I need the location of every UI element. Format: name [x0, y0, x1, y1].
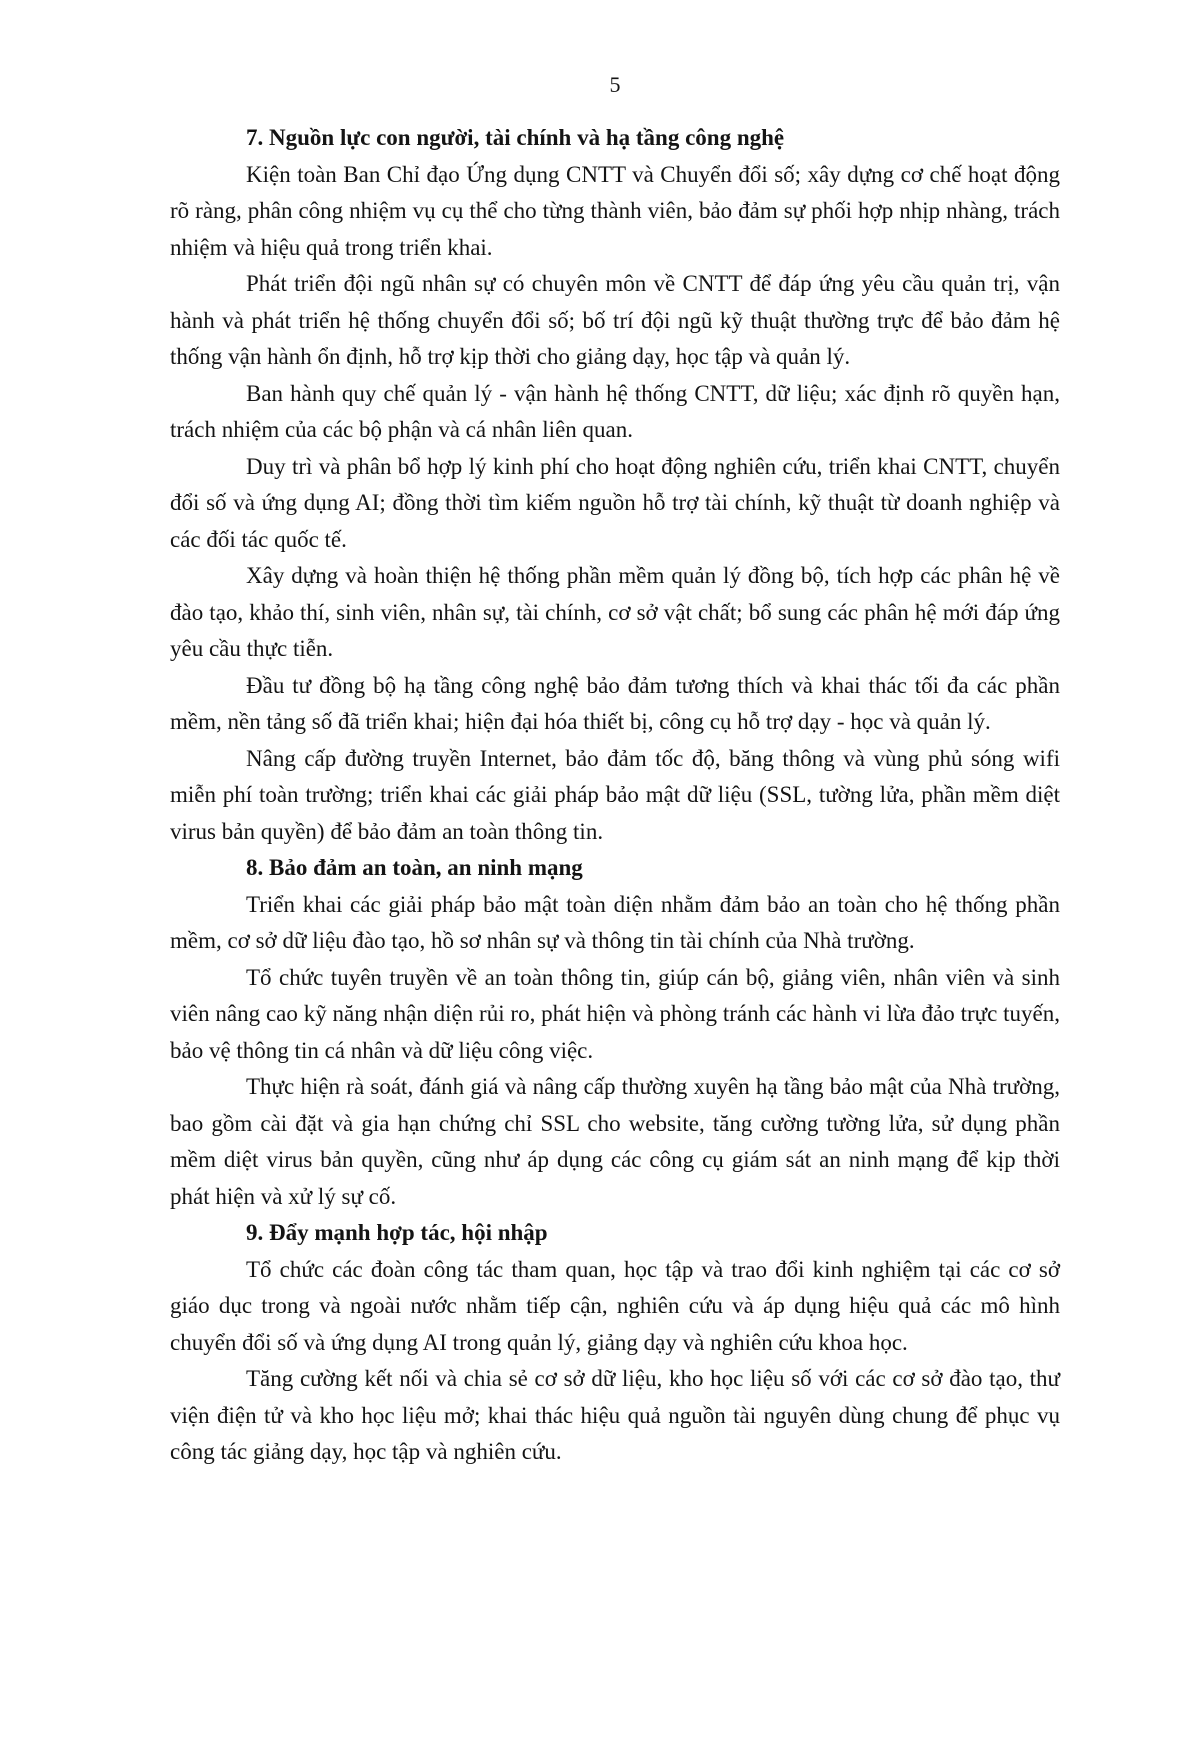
- document-body: [170, 120, 1060, 1471]
- paragraph: Xây dựng và hoàn thiện hệ thống phần mềm quản lý đồng bộ, tích hợp các phân hệ về đào tạo, khảo thí, sinh viên, nhân sự, tài chính, cơ sở vật chất; bổ sung các phân hệ mới đáp ứng yêu cầu thực tiễn.: [170, 563, 1060, 661]
- section-heading-8: 8. Bảo đảm an toàn, an ninh mạng: [246, 855, 583, 880]
- paragraph: Ban hành quy chế quản lý - vận hành hệ thống CNTT, dữ liệu; xác định rõ quyền hạn, trách nhiệm của các bộ phận và cá nhân liên quan.: [170, 380, 1060, 442]
- paragraph: Phát triển đội ngũ nhân sự có chuyên môn về CNTT để đáp ứng yêu cầu quản trị, vận hành và phát triển hệ thống chuyển đổi số; bố trí đội ngũ kỹ thuật thường trực để bảo đảm hệ thống vận hành ổn định, hỗ trợ kịp thời cho giảng dạy, học tập và quản lý.: [170, 271, 1060, 369]
- section-heading-9: 9. Đẩy mạnh hợp tác, hội nhập: [246, 1220, 548, 1245]
- paragraph: Nâng cấp đường truyền Internet, bảo đảm tốc độ, băng thông và vùng phủ sóng wifi miễn phí toàn trường; triển khai các giải pháp bảo mật dữ liệu (SSL, tường lửa, phần mềm diệt virus bản quyền) để bảo đảm an toàn thông tin.: [170, 745, 1060, 844]
- page-number: 5: [609, 72, 621, 97]
- paragraph: Tăng cường kết nối và chia sẻ cơ sở dữ liệu, kho học liệu số với các cơ sở đào tạo, thư viện điện tử và kho học liệu mở; khai thác hiệu quả nguồn tài nguyên dùng chung để phục vụ công tác giảng dạy, học tập và nghiên cứu.: [170, 1366, 1060, 1464]
- paragraph: Đầu tư đồng bộ hạ tầng công nghệ bảo đảm tương thích và khai thác tối đa các phần mềm, nền tảng số đã triển khai; hiện đại hóa thiết bị, công cụ hỗ trợ dạy - học và quản lý.: [170, 672, 1060, 734]
- paragraph: Tổ chức các đoàn công tác tham quan, học tập và trao đổi kinh nghiệm tại các cơ sở giáo dục trong và ngoài nước nhằm tiếp cận, nghiên cứu và áp dụng hiệu quả các mô hình chuyển đổi số và ứng dụng AI trong quản lý, giảng dạy và nghiên cứu khoa học.: [170, 1256, 1060, 1355]
- section-heading-7: 7. Nguồn lực con người, tài chính và hạ tầng công nghệ: [246, 125, 785, 150]
- paragraph: Triển khai các giải pháp bảo mật toàn diện nhằm đảm bảo an toàn cho hệ thống phần mềm, cơ sở dữ liệu đào tạo, hồ sơ nhân sự và thông tin tài chính của Nhà trường.: [170, 891, 1060, 953]
- paragraph: Thực hiện rà soát, đánh giá và nâng cấp thường xuyên hạ tầng bảo mật của Nhà trường, bao gồm cài đặt và gia hạn chứng chỉ SSL cho website, tăng cường tường lửa, sử dụng phần mềm diệt virus bản quyền, cũng như áp dụng các công cụ giám sát an ninh mạng để kịp thời phát hiện và xử lý sự cố.: [170, 1074, 1060, 1209]
- paragraph: Kiện toàn Ban Chỉ đạo Ứng dụng CNTT và Chuyển đổi số; xây dựng cơ chế hoạt động rõ ràng, phân công nhiệm vụ cụ thể cho từng thành viên, bảo đảm sự phối hợp nhịp nhàng, trách nhiệm và hiệu quả trong triển khai.: [170, 161, 1060, 260]
- paragraph: Duy trì và phân bổ hợp lý kinh phí cho hoạt động nghiên cứu, triển khai CNTT, chuyển đổi số và ứng dụng AI; đồng thời tìm kiếm nguồn hỗ trợ tài chính, kỹ thuật từ doanh nghiệp và các đối tác quốc tế.: [170, 453, 1060, 552]
- paragraph: Tổ chức tuyên truyền về an toàn thông tin, giúp cán bộ, giảng viên, nhân viên và sinh viên nâng cao kỹ năng nhận diện rủi ro, phát hiện và phòng tránh các hành vi lừa đảo trực tuyến, bảo vệ thông tin cá nhân và dữ liệu công việc.: [170, 964, 1060, 1063]
